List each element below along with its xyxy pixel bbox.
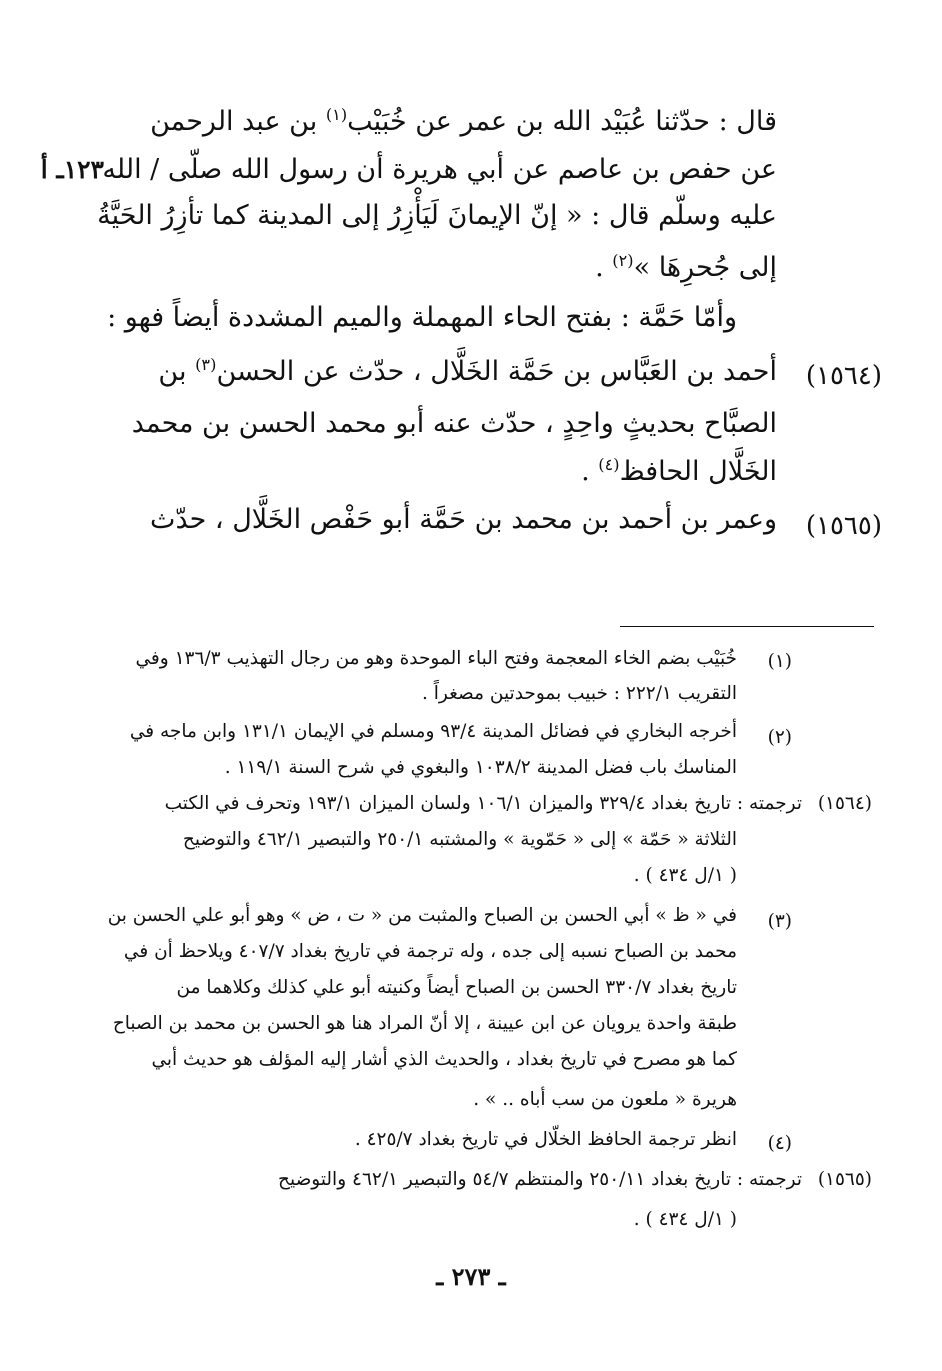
footnote-1-number: (١) (767, 651, 792, 672)
footnote-ref-1: (١) (325, 105, 348, 124)
footnote-3-line-5: كما هو مصرح في تاريخ بغداد ، والحديث الذي أشار إليه المؤلف هو حديث أبي (151, 1049, 737, 1070)
footnote-1-line-1: خُبَيْب بضم الخاء المعجمة وفتح الباء الموحدة وهو من رجال التهذيب ١٣٦/٣ وفي (135, 648, 737, 669)
entry-1564-line-1-end: بن (158, 356, 196, 387)
footnote-ref-3: (٣) (195, 355, 217, 374)
entry-1564-line-2 (132, 404, 777, 444)
entry-1565-line-1-text: وعمر بن أحمد بن محمد بن حَمَّة أبو حَفْص الخَلَّال ، حدّث (150, 504, 777, 535)
footnote-4-number: (٤) (767, 1133, 792, 1154)
manuscript-folio-marker: ١٢٣ـ أ (40, 155, 104, 184)
entry-1564-line-3 (581, 452, 777, 492)
entry-1564-line-3-text: الخَلَّال الحافظ (619, 456, 777, 487)
footnote-separator (620, 626, 874, 627)
footnote-ref-2: (٢) (612, 251, 634, 270)
footnote-2-line-2: المناسك باب فضل المدينة ١٠٣٨/٢ والبغوي في شرح السنة ١١٩/١ . (224, 757, 737, 778)
entry-1565-line-1 (150, 500, 777, 540)
footnote-2-number: (٢) (767, 727, 792, 748)
entry-1564-line-3-end: . (581, 456, 599, 487)
main-line-2-text: عن حفص بن عاصم عن أبي هريرة أن رسول الله صلّى / الله (102, 154, 777, 185)
footnote-1564-number: (١٥٦٤) (817, 793, 872, 814)
main-line-3 (97, 196, 777, 236)
footnote-1564-line-2: الثلاثة « حَمّة » إلى « حَمّوية » والمشتبه ٢٥٠/١ والتبصير ٤٦٢/١ والتوضيح (182, 829, 737, 850)
footnote-3-line-3: تاريخ بغداد ٣٣٠/٧ الحسن بن الصباح أيضاً وكنيته أبو علي كذلك وكلاهما من (176, 977, 737, 998)
main-line-4-text: إلى جُحرِهَا » (633, 252, 777, 283)
entry-number-1564: (١٥٦٤) (805, 361, 882, 391)
footnote-3-line-2: محمد بن الصباح نسبه إلى جده ، وله ترجمة في تاريخ بغداد ٤٠٧/٧ ويلاحظ أن في (123, 941, 737, 962)
main-line-3-text: عليه وسلّم قال : « إنّ الإيمانَ لَيَأْزِرُ إلى المدينة كما تأزِرُ الحَيَّةُ (97, 200, 777, 231)
footnote-3-line-4: طبقة واحدة يرويان عن ابن عيينة ، إلا أنّ المراد هنا هو الحسن بن محمد بن الصباح (112, 1013, 737, 1034)
footnote-1564-line-3: ( ١/ل ٤٣٤ ) . (633, 865, 737, 886)
entry-1564-line-1-text: أحمد بن العَبَّاس بن حَمَّة الخَلَّال ، حدّث عن الحسن (216, 356, 777, 387)
footnote-1565-line-2: ( ١/ل ٤٣٤ ) . (633, 1209, 737, 1230)
main-line-5 (107, 298, 737, 338)
footnote-1565-line-1: ترجمته : تاريخ بغداد ٢٥٠/١١ والمنتظم ٥٤/٧ والتبصير ٤٦٢/١ والتوضيح (278, 1169, 802, 1190)
main-line-2 (102, 150, 777, 190)
footnote-4-line-1: انظر ترجمة الحافظ الخلّال في تاريخ بغداد ٤٢٥/٧ . (354, 1129, 737, 1150)
entry-1564-line-2-text: الصبَّاح بحديثٍ واحِدٍ ، حدّث عنه أبو محمد الحسن بن محمد (131, 408, 777, 439)
main-line-1 (150, 102, 777, 142)
footnote-1-line-2: التقريب ٢٢٢/١ : خبيب بموحدتين مصغراً . (422, 683, 737, 704)
entry-1564-line-1 (158, 352, 777, 392)
footnote-3-line-1: في « ظ » أبي الحسن بن الصباح والمثبت من « ت ، ض » وهو أبو علي الحسن بن (107, 905, 737, 926)
footnote-1564-line-1: ترجمته : تاريخ بغداد ٣٢٩/٤ والميزان ١٠٦/١ ولسان الميزان ١٩٣/١ وتحرف في الكتب (164, 793, 802, 814)
footnote-1565-number: (١٥٦٥) (817, 1169, 872, 1190)
main-line-4 (595, 248, 777, 288)
main-line-4-end: . (595, 252, 613, 283)
footnote-3-line-6: هريرة « ملعون من سب أباه .. » . (473, 1089, 737, 1110)
main-line-1-text: قال : حدّثنا عُبَيْد الله بن عمر عن خُبَيْب (347, 106, 777, 137)
entry-number-1565: (١٥٦٥) (805, 511, 882, 541)
page-number: ـ ٢٧٣ ـ (436, 1262, 506, 1291)
footnote-2-line-1: أخرجه البخاري في فضائل المدينة ٩٣/٤ ومسلم في الإيمان ١٣١/١ وابن ماجه في (129, 721, 737, 742)
footnote-ref-4: (٤) (598, 455, 620, 474)
main-line-5-text: وأمّا حَمَّة : بفتح الحاء المهملة والميم المشددة أيضاً فهو : (107, 302, 737, 333)
main-line-1-end: بن عبد الرحمن (150, 106, 326, 137)
footnote-3-number: (٣) (767, 911, 792, 932)
